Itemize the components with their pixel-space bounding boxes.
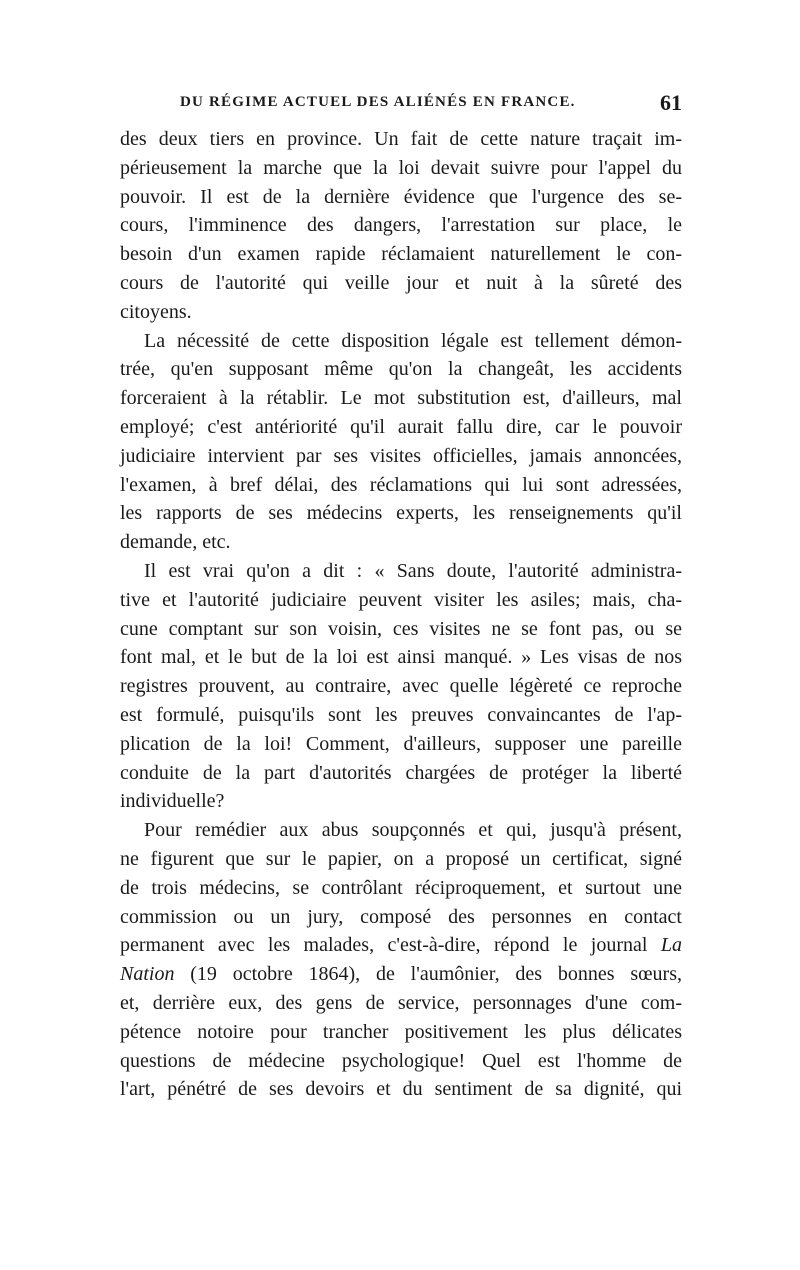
text-line: ne figurent que sur le papier, on a proposé un certificat, signé bbox=[120, 847, 682, 870]
text-line: pétence notoire pour trancher positivement les plus délicates bbox=[120, 1020, 682, 1043]
text-line: cours de l'autorité qui veille jour et nuit à la sûreté des bbox=[120, 271, 682, 294]
text-line: Il est vrai qu'on a dit : « Sans doute, l'autorité administra- bbox=[144, 559, 682, 582]
page-number: 61 bbox=[660, 90, 682, 115]
text-line: les rapports de ses médecins experts, les renseignements qu'il bbox=[120, 502, 682, 525]
text-line: est formulé, puisqu'ils sont les preuves convaincantes de l'ap- bbox=[120, 703, 682, 726]
text-line: de trois médecins, se contrôlant réciproquement, et surtout une bbox=[120, 876, 682, 899]
text-line: employé; c'est antériorité qu'il aurait fallu dire, car le pouvoir bbox=[120, 415, 682, 438]
text-line: Pour remédier aux abus soupçonnés et qui, jusqu'à présent, bbox=[144, 819, 682, 842]
text-line: font mal, et le but de la loi est ainsi manqué. » Les visas de nos bbox=[120, 646, 682, 669]
text-line: cune comptant sur son voisin, ces visites ne se font pas, ou se bbox=[120, 617, 682, 640]
body-text bbox=[120, 125, 682, 1104]
text-line: registres prouvent, au contraire, avec quelle légèreté ce reproche bbox=[120, 675, 682, 698]
text-line: l'examen, à bref délai, des réclamations qui lui sont adressées, bbox=[120, 473, 682, 496]
text-line: besoin d'un examen rapide réclamaient naturellement le con- bbox=[120, 243, 682, 266]
text-line: permanent avec les malades, c'est-à-dire, répond le journal La bbox=[120, 934, 682, 957]
text-line: des deux tiers en province. Un fait de cette nature traçait im- bbox=[120, 128, 682, 150]
running-head bbox=[120, 90, 682, 118]
text-line: cours, l'imminence des dangers, l'arrestation sur place, le bbox=[120, 214, 682, 237]
text-line: commission ou un jury, composé des personnes en contact bbox=[120, 905, 682, 928]
text-line: judiciaire intervient par ses visites officielles, jamais annoncées, bbox=[120, 444, 682, 467]
text-line: et, derrière eux, des gens de service, personnages d'une com- bbox=[120, 991, 682, 1014]
text-line: plication de la loi! Comment, d'ailleurs, supposer une pareille bbox=[120, 732, 682, 755]
text-line: citoyens. bbox=[120, 300, 192, 323]
text-line: La nécessité de cette disposition légale est tellement démon- bbox=[144, 329, 682, 352]
text-line: trée, qu'en supposant même qu'on la changeât, les accidents bbox=[120, 358, 682, 381]
text-line: individuelle? bbox=[120, 790, 225, 813]
text-line: périeusement la marche que la loi devait suivre pour l'appel du bbox=[120, 156, 682, 179]
text-line: questions de médecine psychologique! Quel est l'homme de bbox=[120, 1049, 682, 1072]
text-line: l'art, pénétré de ses devoirs et du sentiment de sa dignité, qui bbox=[120, 1078, 682, 1101]
text-line: pouvoir. Il est de la dernière évidence que l'urgence des se- bbox=[120, 185, 682, 208]
text-line: forceraient à la rétablir. Le mot substitution est, d'ailleurs, mal bbox=[120, 387, 682, 410]
text-line: conduite de la part d'autorités chargées de protéger la liberté bbox=[120, 761, 682, 784]
text-line: Nation (19 octobre 1864), de l'aumônier, des bonnes sœurs, bbox=[120, 963, 682, 986]
running-title: DU RÉGIME ACTUEL DES ALIÉNÉS EN FRANCE. bbox=[180, 94, 576, 110]
text-line: demande, etc. bbox=[120, 531, 231, 554]
text-line: tive et l'autorité judiciaire peuvent visiter les asiles; mais, cha- bbox=[120, 588, 682, 611]
